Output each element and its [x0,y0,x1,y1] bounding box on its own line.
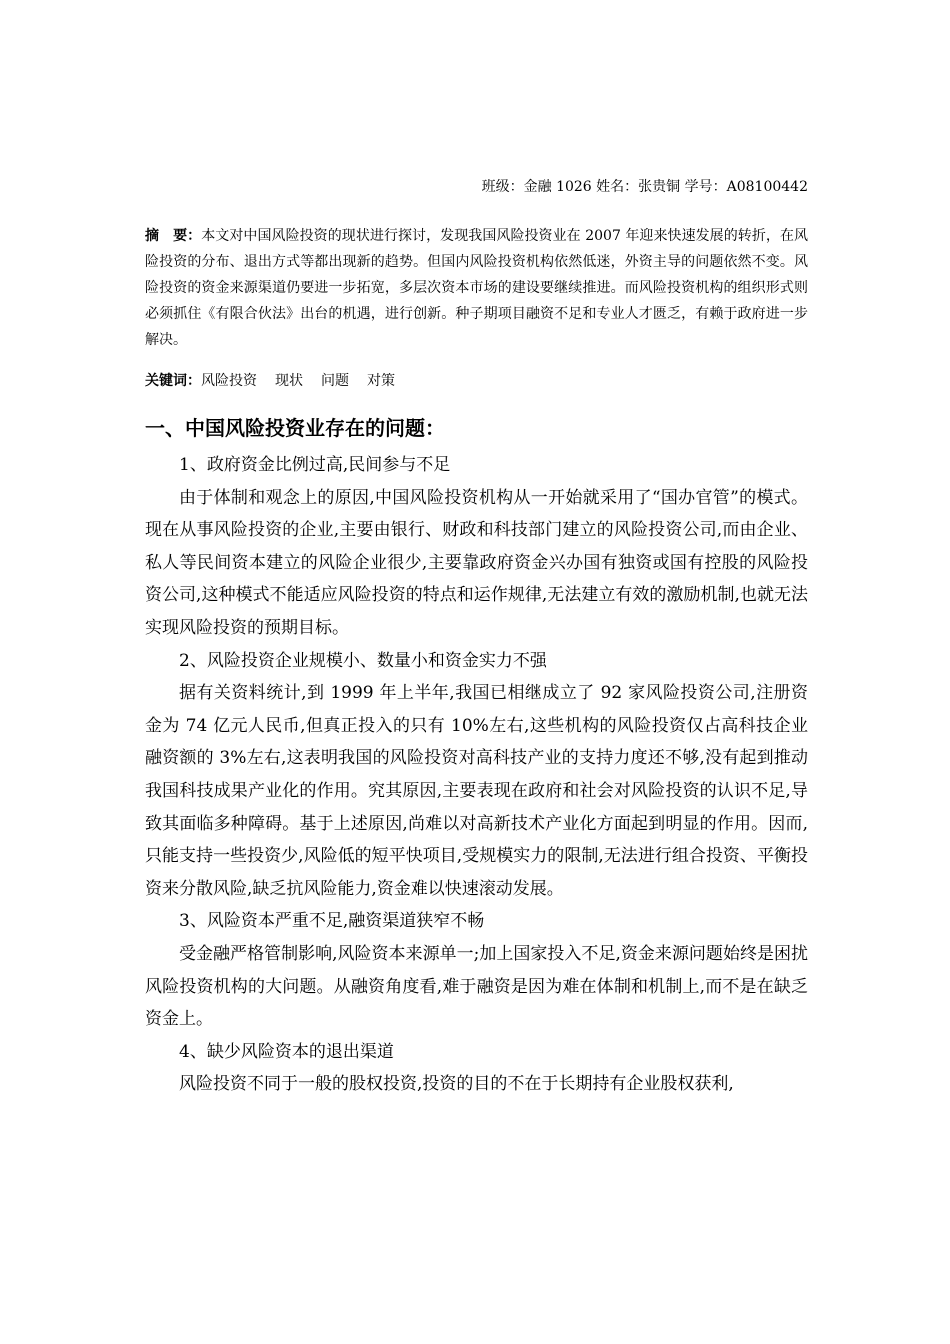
student-info: 班级：金融 1026 姓名：张贵铜 学号：A08100442 [481,179,808,195]
keyword: 风险投资 [201,373,257,389]
subheading: 4、缺少风险资本的退出渠道 [179,1041,394,1062]
abstract-text: 本文对中国风险投资的现状进行探讨，发现我国风险投资业在 2007 年迎来快速发展的转折，在风险投资的分布、退出方式等都出现新的趋势。但国内风险投资机构依然低迷，外资主导的问题依然不变。风险投资的资金来源渠道仍要进一步拓宽，多层次资本市场的建设要继续推进。而风险投资机构的组织形式则必须抓住《有限合伙法》出台的机遇，进行创新。种子期项目融资不足和专业人才匮乏，有赖于政府进一步解决。 [145,228,809,348]
subheading: 3、风险资本严重不足,融资渠道狭窄不畅 [179,911,485,932]
paragraph: 由于体制和观念上的原因,中国风险投资机构从一开始就采用了“国办官管”的模式。现在从事风险投资的企业,主要由银行、财政和科技部门建立的风险投资公司,而由企业、私人等民间资本建立的风险企业很少,主要靠政府资金兴办国有独资或国有控股的风险投资公司,这种模式不能适应风险投资的特点和运作规律,无法建立有效的激励机制,也就无法实现风险投资的预期目标。 [145,487,808,638]
abstract [145,223,808,353]
paragraph: 受金融严格管制影响,风险资本来源单一;加上国家投入不足,资金来源问题始终是困扰风险投资机构的大问题。从融资角度看,难于融资是因为难在体制和机制上,而不是在缺乏资金上。 [145,943,808,1030]
body-text [145,449,808,1101]
subheading: 1、政府资金比例过高,民间参与不足 [179,455,451,475]
paragraph: 风险投资不同于一般的股权投资,投资的目的不在于长期持有企业股权获利, [179,1074,734,1095]
paragraph: 据有关资料统计,到 1999 年上半年,我国已相继成立了 92 家风险投资公司,注册资金为 74 亿元人民币,但真正投入的只有 10%左右,这些机构的风险投资仅占高科技企业融资额的 3%左右,这表明我国的风险投资对高科技产业的支持力度还不够,没有起到推动我国科技成果产业化的作用。究其原因,主要表现在政府和社会对风险投资的认识不足,导致其面临多种障碍。基于上述原因,尚难以对高新技术产业化方面起到明显的作用。因而,只能支持一些投资少,风险低的短平快项目,受规模实力的限制,无法进行组合投资、平衡投资来分散风险,缺乏抗风险能力,资金难以快速滚动发展。 [145,683,808,899]
keyword: 现状 [275,373,303,389]
abstract-label: 摘 要： [145,228,202,244]
keywords [145,370,413,390]
keyword: 问题 [321,373,349,389]
subheading: 2、风险投资企业规模小、数量小和资金实力不强 [179,650,547,671]
keywords-label: 关键词： [145,373,201,389]
keyword: 对策 [367,373,395,389]
section-heading: 一、中国风险投资业存在的问题： [145,416,445,440]
